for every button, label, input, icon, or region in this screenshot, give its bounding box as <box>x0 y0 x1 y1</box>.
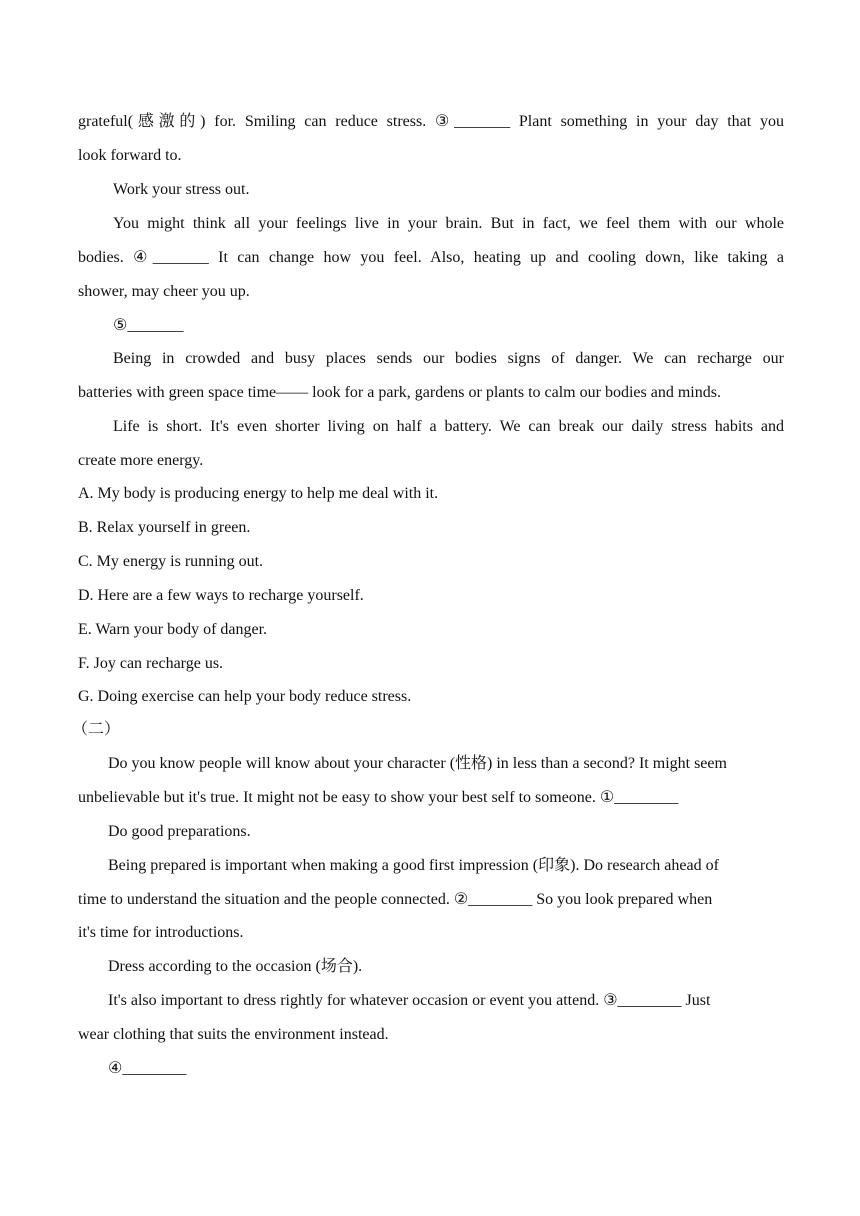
blank-4: ④________ <box>108 1060 187 1077</box>
passage2-para3-line2: wear clothing that suits the environment instead. <box>78 1026 389 1043</box>
passage2-para1-line1: Do you know people will know about your character (性格) in less than a second? It might seem <box>108 755 727 772</box>
passage2-para1-line2: unbelievable but it's true. It might not be easy to show your best self to someone. ①________ <box>78 789 679 806</box>
option-e: E. Warn your body of danger. <box>78 621 268 638</box>
section-title-2: （二） <box>72 721 121 738</box>
passage1-para4-line2: create more energy. <box>78 452 204 469</box>
passage1-para3-line2: batteries with green space time—— look for a park, gardens or plants to calm our bodies and minds. <box>78 384 721 401</box>
passage1-para4-line1: Life is short. It's even shorter living on half a battery. We can break our daily stress habits and <box>113 418 784 435</box>
passage1-para2-line3: shower, may cheer you up. <box>78 283 250 300</box>
option-d: D. Here are a few ways to recharge yourself. <box>78 587 364 604</box>
passage1-para1-line2: look forward to. <box>78 147 182 164</box>
option-g: G. Doing exercise can help your body reduce stress. <box>78 688 412 705</box>
heading-dress-occasion: Dress according to the occasion (场合). <box>108 958 363 975</box>
heading-work-stress-out: Work your stress out. <box>113 181 250 198</box>
passage1-para2-line2: bodies. ④_______ It can change how you feel. Also, heating up and cooling down, like taking a <box>78 249 784 266</box>
passage2-para2-line3: it's time for introductions. <box>78 924 244 941</box>
passage1-para3-line1: Being in crowded and busy places sends our bodies signs of danger. We can recharge our <box>113 350 784 367</box>
passage2-para2-line1: Being prepared is important when making a good first impression (印象). Do research ahead of <box>108 857 719 874</box>
passage1-para1-line1: grateful(感激的) for. Smiling can reduce stress. ③_______ Plant something in your day that you <box>78 113 784 130</box>
passage1-para2-line1: You might think all your feelings live in your brain. But in fact, we feel them with our whole <box>113 215 784 232</box>
option-c: C. My energy is running out. <box>78 553 264 570</box>
option-f: F. Joy can recharge us. <box>78 655 224 672</box>
passage2-para3-line1: It's also important to dress rightly for whatever occasion or event you attend. ③________ Just <box>108 992 711 1009</box>
blank-5: ⑤_______ <box>113 317 184 334</box>
option-b: B. Relax yourself in green. <box>78 519 251 536</box>
heading-do-good-preparations: Do good preparations. <box>108 823 251 840</box>
passage2-para2-line2: time to understand the situation and the people connected. ②________ So you look prepared when <box>78 891 713 908</box>
option-a: A. My body is producing energy to help me deal with it. <box>78 485 439 502</box>
